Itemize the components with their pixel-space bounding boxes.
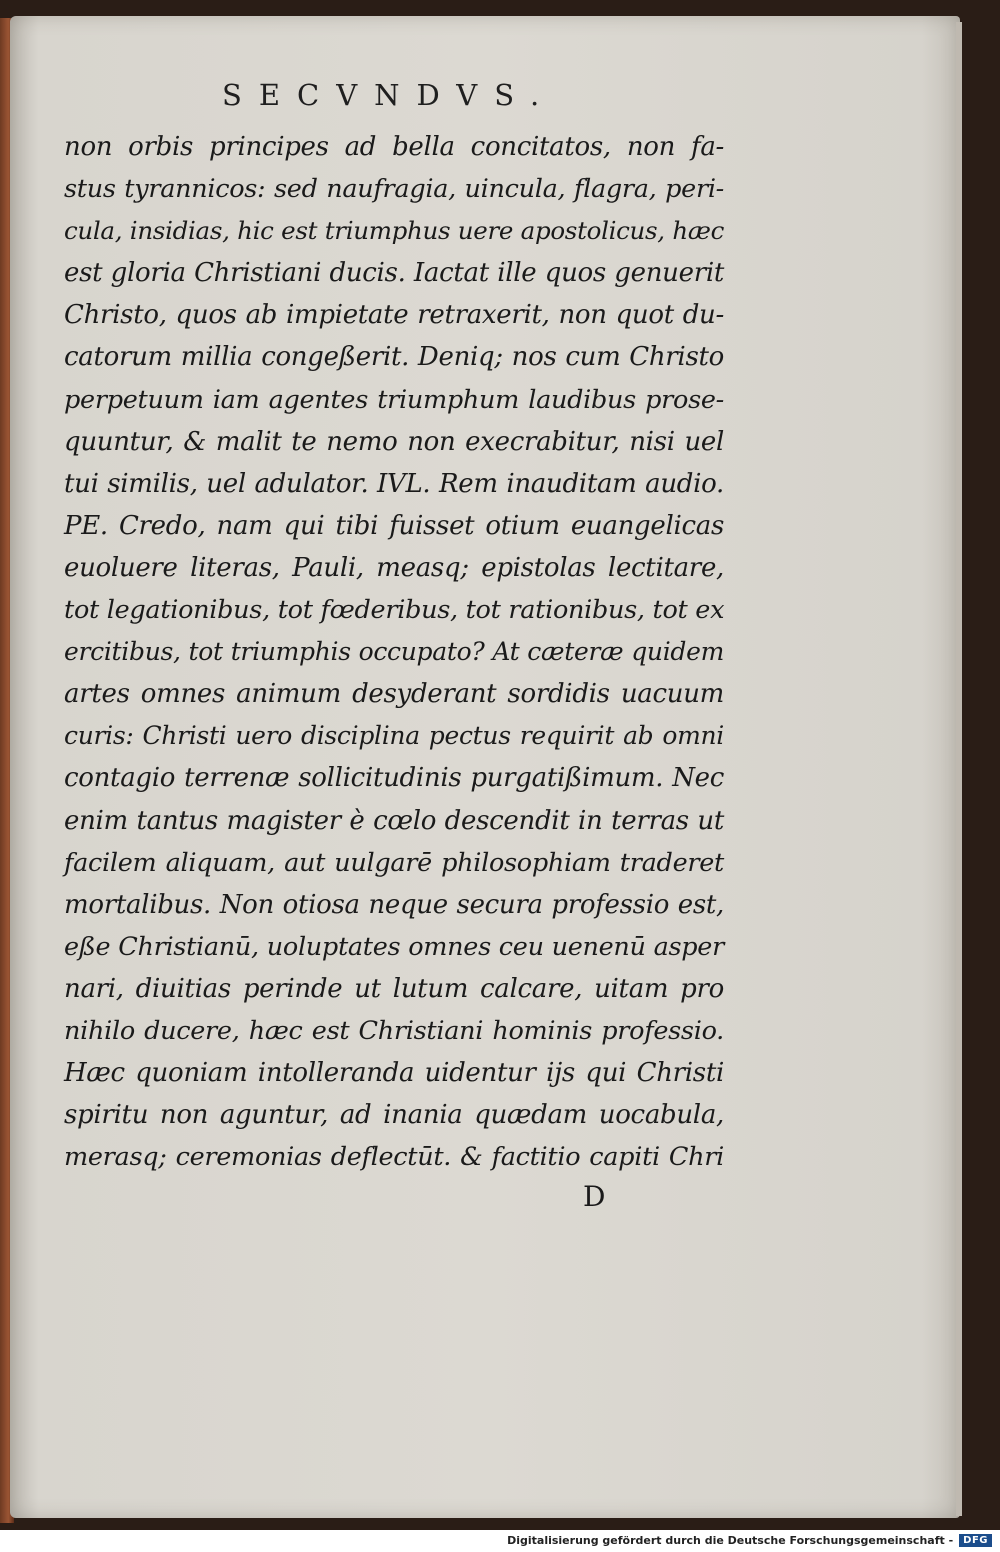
page-fore-edge (956, 22, 962, 1516)
text-line: enim tantus magister è cœlo descendit in terras ut (64, 805, 724, 836)
digitization-credit (507, 1532, 992, 1548)
text-line: euoluere literas, Pauli, measq; epistolas lectitare, (64, 552, 724, 583)
text-line: ercitibus, tot triumphis occupato? At cæteræ quidem (64, 637, 724, 667)
text-line: tot legationibus, tot fœderibus, tot rationibus, tot ex (64, 595, 725, 626)
body-text (64, 126, 724, 1178)
text-line: curis: Christi uero disciplina pectus requirit ab omni (64, 721, 724, 751)
text-line: est gloria Christiani ducis. Iactat ille quos genuerit (64, 258, 724, 289)
credit-text: Digitalisierung gefördert durch die Deutsche Forschungsgemeinschaft - (507, 1533, 954, 1547)
text-line: cula, insidias, hic est triumphus uere apostolicus, hæc (64, 216, 724, 246)
text-line: facilem aliquam, aut uulgarē philosophiam traderet (64, 847, 724, 878)
running-head: SECVNDVS. (222, 78, 557, 112)
text-line: tui similis, uel adulator. IVL. Rem inauditam audio. (64, 468, 724, 499)
text-line: quuntur, & malit te nemo non execrabitur, nisi uel (64, 426, 724, 457)
text-line: Christo, quos ab impietate retraxerit, non quot du- (64, 300, 724, 331)
text-line: nihilo ducere, hæc est Christiani hominis professio. (64, 1015, 724, 1046)
text-line: merasq; ceremonias deflectūt. & factitio capiti Chri (64, 1142, 724, 1173)
text-line: catorum millia congeßerit. Deniq; nos cum Christo (64, 342, 724, 373)
text-line: Hæc quoniam intolleranda uidentur ijs qui Christi (64, 1058, 724, 1089)
text-line: contagio terrenæ sollicitudinis purgatißimum. Nec (64, 763, 724, 794)
text-line: nari, diuitias perinde ut lutum calcare, uitam pro (64, 973, 724, 1004)
text-line: spiritu non aguntur, ad inania quædam uocabula, (64, 1100, 724, 1131)
text-line: stus tyrannicos: sed naufragia, uincula, flagra, peri- (64, 174, 724, 205)
text-line: eße Christianū, uoluptates omnes ceu uenenū asper (64, 931, 724, 962)
text-line: mortalibus. Non otiosa neque secura professio est, (64, 889, 724, 920)
text-line: perpetuum iam agentes triumphum laudibus prose- (64, 384, 724, 415)
dfg-logo: DFG (959, 1534, 992, 1547)
text-line: non orbis principes ad bella concitatos, non fa- (64, 132, 724, 162)
text-line: PE. Credo, nam qui tibi fuisset otium euangelicas (64, 510, 724, 541)
signature-mark: D (583, 1180, 606, 1213)
text-line: artes omnes animum desyderant sordidis uacuum (64, 679, 724, 710)
